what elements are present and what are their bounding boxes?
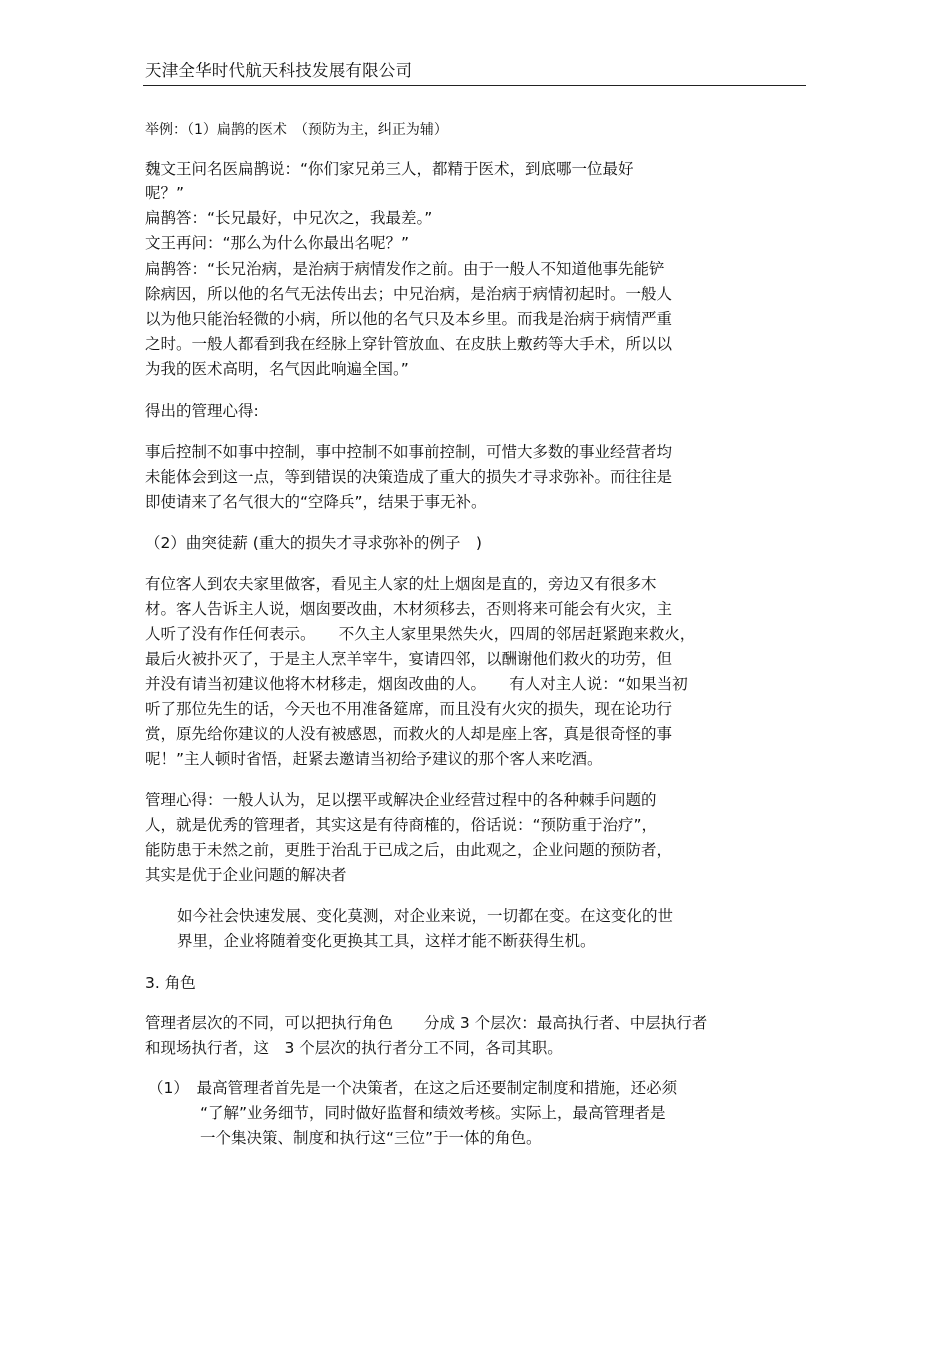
body-line: 文王再问：“那么为什么你最出名呢？”: [145, 234, 410, 252]
list-item-line: 一个集决策、制度和执行这“三位”于一体的角色。: [200, 1129, 542, 1147]
indented-paragraph-line: 界里，企业将随着变化更换其工具，这样才能不断获得生机。: [177, 932, 596, 950]
body-line: 事后控制不如事中控制，事中控制不如事前控制，可惜大多数的事业经营者均: [145, 443, 673, 461]
body-line: 之时。一般人都看到我在经脉上穿针管放血、在皮肤上敷药等大手术，所以以: [145, 335, 673, 353]
example-2-heading: （2）曲突徒薪 (重大的损失才寻求弥补的例子 ): [145, 534, 482, 552]
body-line: 管理者层次的不同，可以把执行角色 分成 3 个层次：最高执行者、中层执行者: [145, 1014, 708, 1032]
body-line: 人听了没有作任何表示。 不久主人家里果然失火，四周的邻居赶紧跑来救火，: [145, 625, 696, 643]
body-line: 材。客人告诉主人说，烟囱要改曲，木材须移去，否则将来可能会有火灾，主: [145, 600, 673, 618]
body-line: 即使请来了名气很大的“空降兵”，结果于事无补。: [145, 493, 487, 511]
body-line: 其实是优于企业问题的解决者: [145, 866, 347, 884]
body-line: 扁鹊答：“长兄最好，中兄次之，我最差。”: [145, 209, 433, 227]
body-line: 最后火被扑灭了，于是主人烹羊宰牛，宴请四邻，以酬谢他们救火的功劳，但: [145, 650, 673, 668]
header-divider: [143, 85, 806, 86]
body-line: 和现场执行者，这 3 个层次的执行者分工不同，各司其职。: [145, 1039, 563, 1057]
body-line: 听了那位先生的话，今天也不用准备筵席，而且没有火灾的损失，现在论功行: [145, 700, 673, 718]
body-line: 人，就是优秀的管理者，其实这是有待商榷的，俗话说：“预防重于治疗”，: [145, 816, 658, 834]
body-line: 管理心得：一般人认为，足以摆平或解决企业经营过程中的各种棘手问题的: [145, 791, 657, 809]
body-line: 赏，原先给你建议的人没有被感恩，而救火的人却是座上客，真是很奇怪的事: [145, 725, 673, 743]
body-line: 未能体会到这一点，等到错误的决策造成了重大的损失才寻求弥补。而往往是: [145, 468, 673, 486]
body-line: 呢？”: [145, 184, 185, 202]
body-line: 为我的医术高明，名气因此响遍全国。”: [145, 360, 409, 378]
example-1-heading: 举例：（1）扁鹊的医术 （预防为主，纠正为辅）: [145, 122, 448, 138]
body-line: 以为他只能治轻微的小病，所以他的名气只及本乡里。而我是治病于病情严重: [145, 310, 673, 328]
body-line: 有位客人到农夫家里做客，看见主人家的灶上烟囱是直的，旁边又有很多木: [145, 575, 657, 593]
list-item-line: （1） 最高管理者首先是一个决策者，在这之后还要制定制度和措施，还必须: [148, 1079, 678, 1097]
list-item-line: “了解”业务细节，同时做好监督和绩效考核。实际上，最高管理者是: [200, 1104, 666, 1122]
section-3-heading: 3. 角色: [145, 974, 196, 992]
body-line: 扁鹊答：“长兄治病，是治病于病情发作之前。由于一般人不知道他事先能铲: [145, 260, 665, 278]
section-heading: 得出的管理心得:: [145, 402, 259, 420]
body-line: 魏文王问名医扁鹊说：“你们家兄弟三人，都精于医术，到底哪一位最好: [145, 160, 634, 178]
body-line: 呢！”主人顿时省悟，赶紧去邀请当初给予建议的那个客人来吃酒。: [145, 750, 603, 768]
body-line: 并没有请当初建议他将木材移走，烟囱改曲的人。 有人对主人说：“如果当初: [145, 675, 688, 693]
body-line: 除病因，所以他的名气无法传出去；中兄治病，是治病于病情初起时。一般人: [145, 285, 673, 303]
indented-paragraph-line: 如今社会快速发展、变化莫测，对企业来说，一切都在变。在这变化的世: [177, 907, 674, 925]
body-line: 能防患于未然之前，更胜于治乱于已成之后，由此观之，企业问题的预防者，: [145, 841, 673, 859]
company-header: 天津全华时代航天科技发展有限公司: [145, 61, 413, 80]
